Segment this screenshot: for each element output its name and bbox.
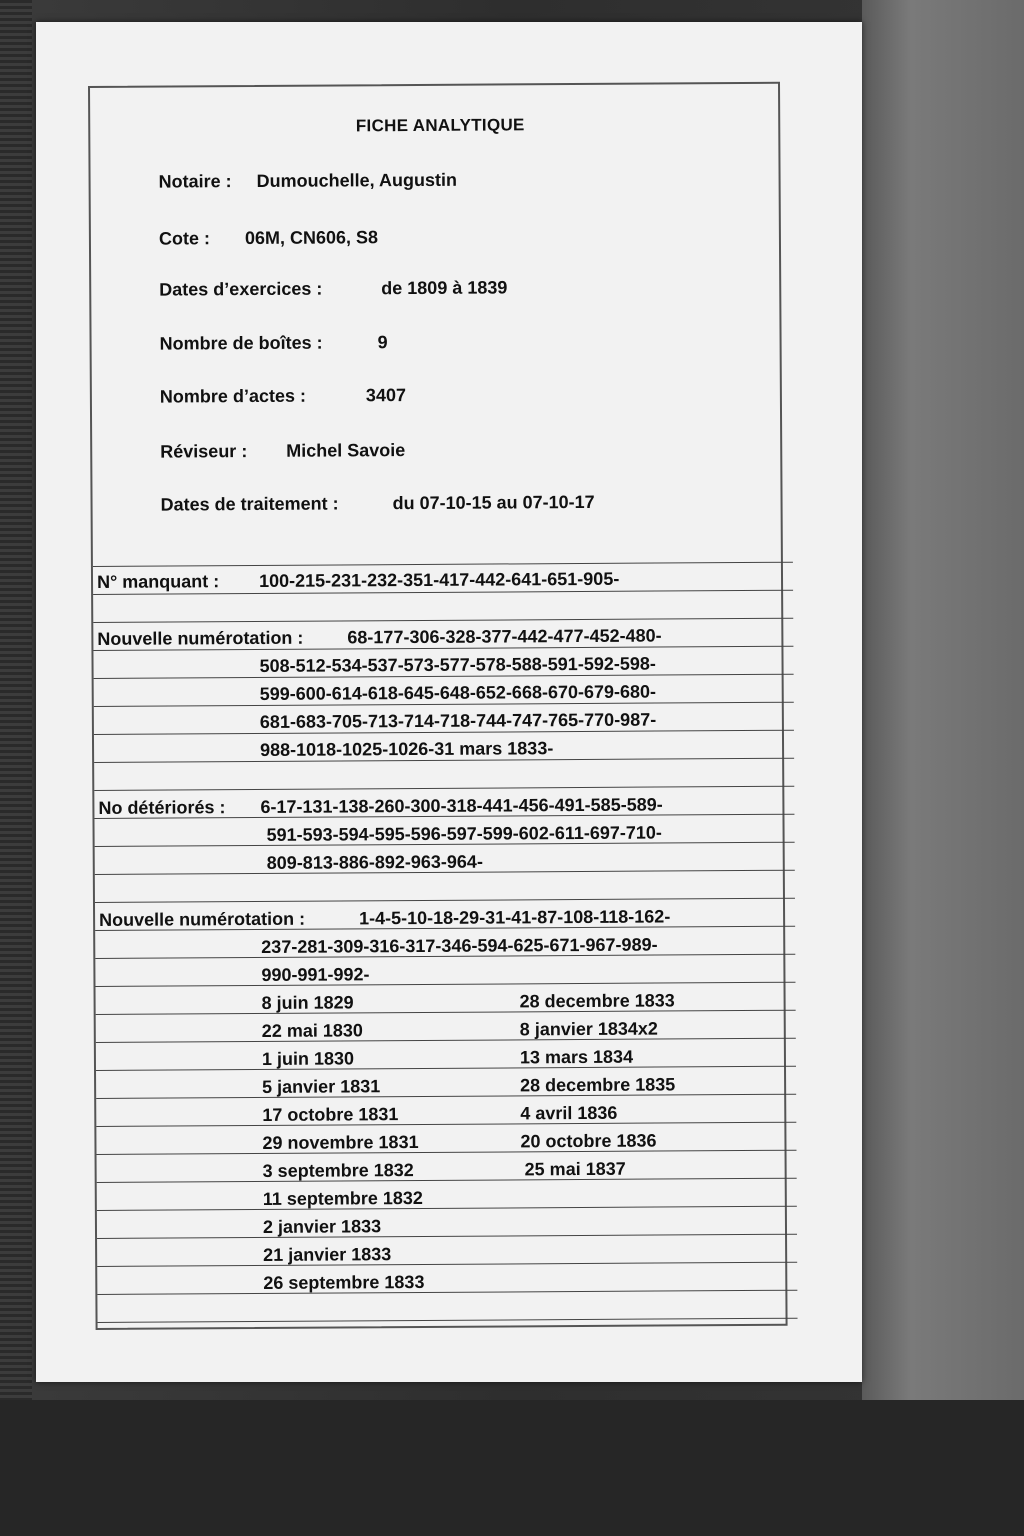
ruled-line: [97, 1290, 797, 1295]
date-left: 11 septembre 1832: [262, 1187, 423, 1209]
date-right: 28 decembre 1835: [520, 1074, 676, 1096]
field-notaire: [158, 169, 457, 192]
renumerotation-2-line: 1-4-5-10-18-29-31-41-87-108-118-162-: [359, 906, 671, 929]
notaire-label: Notaire :: [158, 171, 232, 192]
dates-exercices-label: Dates d’exercices :: [159, 278, 323, 300]
ruled-line: [98, 1318, 798, 1323]
binder-edge: [0, 0, 32, 1536]
dates-traitement-label: Dates de traitement :: [160, 493, 339, 515]
ruled-line: [97, 1178, 797, 1183]
cote-label: Cote :: [158, 228, 210, 249]
ruled-line: [93, 618, 793, 623]
date-right: 28 decembre 1833: [519, 990, 675, 1012]
renumerotation-1-line: 988-1018-1025-1026-31 mars 1833-: [259, 738, 554, 760]
reviseur-label: Réviseur :: [160, 441, 248, 462]
ruled-line: [97, 1206, 797, 1211]
deteriores-line: 809-813-886-892-963-964-: [266, 851, 483, 873]
deteriores-line: 6-17-131-138-260-300-318-441-456-491-585-589-: [260, 794, 663, 817]
notaire-value: Dumouchelle, Augustin: [256, 169, 457, 191]
ruled-line: [97, 1234, 797, 1239]
date-left: 3 septembre 1832: [262, 1160, 414, 1181]
ruled-line: [97, 1262, 797, 1267]
ruled-line: [94, 786, 794, 791]
ruled-line: [95, 982, 795, 987]
scan-right-strip: [862, 0, 1024, 1400]
ruled-line: [96, 1066, 796, 1071]
date-left: 5 janvier 1831: [262, 1076, 381, 1097]
date-left: 29 novembre 1831: [262, 1132, 419, 1153]
reviseur-value: Michel Savoie: [286, 440, 406, 461]
scan-bottom-band: [0, 1400, 1024, 1536]
date-right: 4 avril 1836: [520, 1102, 618, 1124]
renumerotation-1-line: 68-177-306-328-377-442-477-452-480-: [347, 625, 662, 648]
field-nombre-actes: [159, 385, 407, 408]
renumerotation-2-line: 237-281-309-316-317-346-594-625-671-967-989-: [261, 934, 658, 957]
dates-exercices-value: de 1809 à 1839: [381, 277, 508, 299]
ruled-lines: [90, 84, 778, 88]
renumerotation-1-line: 599-600-614-618-645-648-652-668-670-679-680-: [259, 681, 657, 704]
manquant-line: 100-215-231-232-351-417-442-641-651-905-: [258, 568, 620, 591]
analytic-form: [88, 82, 788, 1330]
ruled-line: [93, 562, 793, 567]
date-right: 20 octobre 1836: [520, 1130, 657, 1152]
field-cote: [158, 227, 379, 249]
date-left: 17 octobre 1831: [262, 1104, 399, 1125]
field-dates-traitement: [160, 491, 595, 515]
ruled-line: [96, 1038, 796, 1043]
date-right: 13 mars 1834: [519, 1046, 634, 1068]
nombre-boites-value: 9: [377, 332, 388, 353]
renumerotation-1-label: Nouvelle numérotation :: [97, 627, 304, 649]
field-dates-exercices: [159, 277, 508, 301]
nombre-boites-label: Nombre de boîtes :: [159, 332, 323, 354]
paper-sheet: [36, 22, 862, 1382]
renumerotation-1-line: 508-512-534-537-573-577-578-588-591-592-598-: [259, 653, 656, 676]
date-left: 8 juin 1829: [261, 992, 354, 1013]
date-left: 1 juin 1830: [261, 1048, 355, 1069]
renumerotation-2-label: Nouvelle numérotation :: [99, 908, 306, 930]
field-nombre-boites: [159, 332, 388, 355]
deteriores-line: 591-593-594-595-596-597-599-602-611-697-710-: [266, 822, 662, 845]
ruled-line: [97, 1150, 797, 1155]
ruled-line: [96, 1010, 796, 1015]
dates-traitement-value: du 07-10-15 au 07-10-17: [392, 491, 595, 514]
deteriores-label: No détériorés :: [98, 797, 226, 818]
date-right: 25 mai 1837: [524, 1158, 626, 1180]
manquant-label: N° manquant :: [96, 571, 220, 592]
ruled-line: [96, 1122, 796, 1127]
nombre-actes-value: 3407: [365, 385, 407, 406]
form-title: FICHE ANALYTIQUE: [355, 115, 525, 136]
nombre-actes-label: Nombre d’actes :: [159, 385, 307, 407]
date-left: 22 mai 1830: [261, 1020, 363, 1041]
date-left: 21 janvier 1833: [263, 1244, 392, 1265]
date-left: 26 septembre 1833: [263, 1271, 425, 1293]
cote-value: 06M, CN606, S8: [244, 227, 379, 249]
ruled-line: [95, 898, 795, 903]
date-right: 8 janvier 1834x2: [519, 1018, 658, 1040]
renumerotation-1-line: 681-683-705-713-714-718-744-747-765-770-987-: [259, 709, 657, 732]
date-left: 2 janvier 1833: [262, 1216, 382, 1237]
renumerotation-2-line: 990-991-992-: [261, 964, 370, 985]
field-reviseur: [160, 440, 406, 463]
ruled-line: [96, 1094, 796, 1099]
